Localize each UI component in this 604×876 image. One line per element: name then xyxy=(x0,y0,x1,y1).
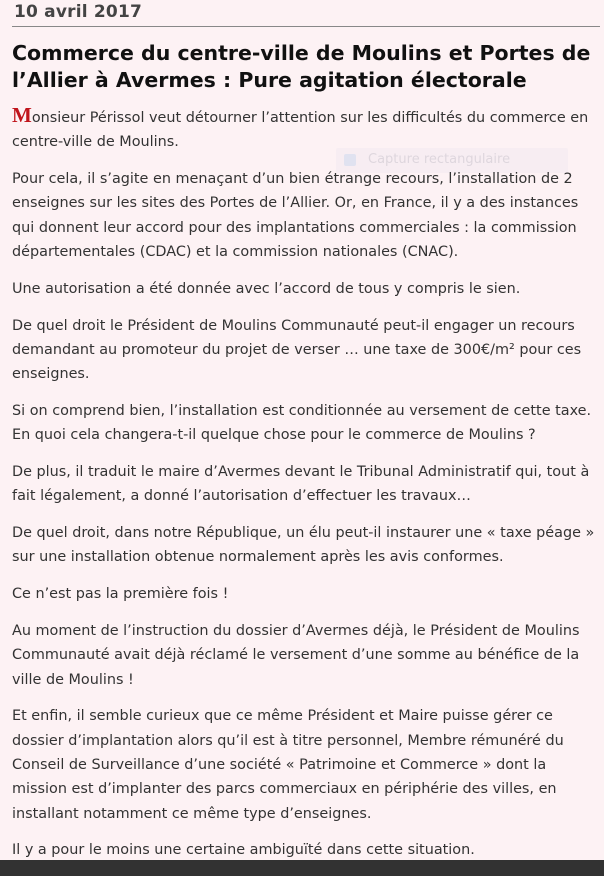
article-paragraph: De quel droit le Président de Moulins Communauté peut-il engager un recours demandant au promoteur du projet de verser … une taxe de 300€/m² pour ces enseignes. xyxy=(12,317,582,383)
article-paragraph: Il y a pour le moins une certaine ambiguïté dans cette situation. xyxy=(12,842,475,859)
article-paragraph: Au moment de l’instruction du dossier d’Avermes déjà, le Président de Moulins Communauté avait déjà réclamé le versement d’une somme au bénéfice de la ville de Moulins ! xyxy=(12,623,580,688)
post-date: 10 avril 2017 xyxy=(14,2,142,22)
article-paragraph: Si on comprend bien, l’installation est conditionnée au versement de cette taxe. En quoi cela changera-t-il quelque chose pour le commerce de Moulins ? xyxy=(12,402,592,444)
article-paragraph: De plus, il traduit le maire d’Avermes devant le Tribunal Administratif qui, tout à fait légalement, a donné l’autorisation d’effectuer les travaux… xyxy=(12,464,590,505)
article-paragraph: De quel droit, dans notre République, un élu peut-il instaurer une « taxe péage » sur une installation obtenue normalement après les avis conformes. xyxy=(12,525,595,566)
article-paragraph: Et enfin, il semble curieux que ce même Président et Maire puisse gérer ce dossier d’implantation alors qu’il est à titre personnel, Membre rémunéré du Conseil de Surveillance d’une société « Patrimoine et Commerce » dont la mission est d’implanter des parcs commerciaux en périphérie des villes, en installant notamment ce même type d’enseignes. xyxy=(12,708,564,822)
capture-tooltip-label: Capture rectangulaire xyxy=(368,152,511,167)
first-paragraph-text: onsieur Périssol veut détourner l’attention sur les difficultés du commerce en centre-ville de Moulins. xyxy=(12,110,589,151)
article-body xyxy=(12,105,600,875)
article-title[interactable]: Commerce du centre-ville de Moulins et Portes de l’Allier à Avermes : Pure agitation électorale xyxy=(12,41,591,92)
drop-cap: M xyxy=(12,103,32,127)
article-paragraph: Une autorisation a été donnée avec l’accord de tous y compris le sien. xyxy=(12,280,521,297)
article-paragraph: Ce n’est pas la première fois ! xyxy=(12,586,229,603)
date-divider xyxy=(12,26,600,27)
article-paragraph xyxy=(12,105,600,155)
article-paragraph: Pour cela, il s’agite en menaçant d’un bien étrange recours, l’installation de 2 enseignes sur les sites des Portes de l’Allier. Or, en France, il y a des instances qui donnent leur accord pour des implantations commerciales : la commission départementales (CDAC) et la commission nationales (CNAC). xyxy=(12,171,579,260)
bottom-bar xyxy=(0,860,604,876)
